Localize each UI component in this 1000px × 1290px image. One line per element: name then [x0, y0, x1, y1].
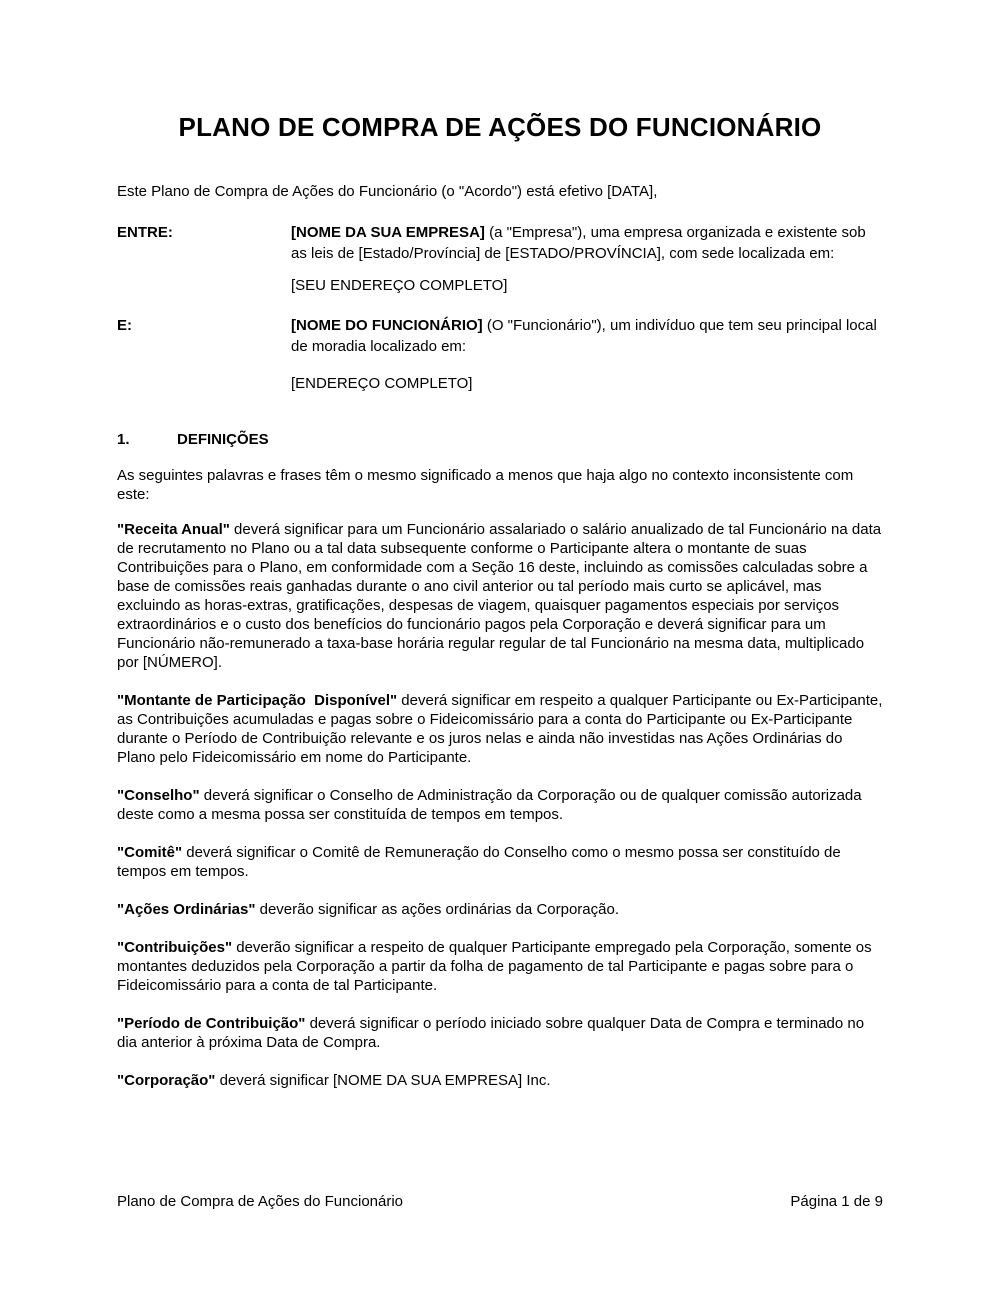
party-label-between: ENTRE: [117, 224, 173, 241]
employee-address-placeholder: [ENDEREÇO COMPLETO] [291, 375, 473, 392]
definition-text: deverão significar a respeito de qualquer Participante empregado pela Corporação, somente os montantes deduzidos pela Corporação a partir da folha de pagamento de tal Participante e pagas sobre para o Fideicomissário para a conta de tal Participante. [117, 939, 872, 994]
definition-text: deverá significar para um Funcionário assalariado o salário anualizado de tal Funcionário na data de recrutamento no Plano ou a tal data subsequente conforme o Participante altera o montante de suas Contribuições para o Plano, em conformidade com a Seção 16 deste, incluindo as comissões calculadas sobre a base de comissões reais ganhadas durante o ano civil anterior ou tal período mais curto se aplicável, mas excluindo as horas-extras, gratificações, despesas de viagem, quaisquer pagamentos especiais por serviços extraordinários e o custo dos benefícios do funcionário pagos pela Corporação e deverá significar para um Funcionário não-remunerado a taxa-base horária regular regular de tal Funcionário na mesma data, multiplicado por [NÚMERO]. [117, 521, 882, 671]
party-description-employee [291, 315, 883, 357]
definition-paragraph-corporacao [117, 1071, 883, 1090]
company-name-placeholder: [NOME DA SUA EMPRESA] [291, 224, 485, 241]
party-description-company [291, 222, 883, 264]
definition-term: "Conselho" [117, 787, 200, 804]
definition-paragraph-montante-participacao [117, 691, 883, 767]
document-title: PLANO DE COMPRA DE AÇÕES DO FUNCIONÁRIO [178, 112, 822, 142]
definition-term: "Comitê" [117, 844, 183, 861]
section-heading [117, 430, 883, 449]
party-row-and [117, 315, 883, 357]
definition-term: "Corporação" [117, 1072, 216, 1089]
definition-text: deverão significar as ações ordinárias da Corporação. [255, 901, 619, 918]
footer-page-number: Página 1 de 9 [790, 1193, 883, 1210]
employee-description-text: (O "Funcionário"), um indivíduo que tem seu principal local de moradia localizado em: [291, 317, 877, 355]
definition-term: "Contribuições" [117, 939, 233, 956]
definition-text: deverá significar o Comitê de Remuneração do Conselho como o mesmo possa ser constituído de tempos em tempos. [117, 844, 841, 880]
page-content [117, 0, 883, 1090]
definition-paragraph-comite [117, 843, 883, 881]
party-label-and: E: [117, 317, 132, 334]
definition-text: deverá significar o período iniciado sobre qualquer Data de Compra e terminado no dia anterior à próxima Data de Compra. [117, 1015, 865, 1051]
company-description-text: (a "Empresa"), uma empresa organizada e existente sob as leis de [Estado/Província] de [ESTADO/PROVÍNCIA], com sede localizada em: [291, 224, 866, 262]
definition-paragraph-acoes-ordinarias [117, 900, 883, 919]
definition-term: "Montante de Participação Disponível" [117, 692, 398, 709]
section-intro-paragraph: As seguintes palavras e frases têm o mesmo significado a menos que haja algo no contexto inconsistente com este: [117, 467, 854, 503]
footer-document-name: Plano de Compra de Ações do Funcionário [117, 1193, 404, 1210]
definition-term: "Período de Contribuição" [117, 1015, 306, 1032]
employee-name-placeholder: [NOME DO FUNCIONÁRIO] [291, 317, 483, 334]
page-footer [117, 1192, 883, 1211]
definition-text: deverá significar em respeito a qualquer Participante ou Ex-Participante, as Contribuições acumuladas e pagas sobre o Fideicomissário para a conta do Participante ou Ex-Participante durante o Período de Contribuição relevante e os juros nelas e ainda não investidas nas Ações Ordinárias do Plano pelo Fideicomissário em nome do Participante. [117, 692, 883, 766]
definition-paragraph-conselho [117, 786, 883, 824]
definition-term: "Ações Ordinárias" [117, 901, 256, 918]
company-address-placeholder: [SEU ENDEREÇO COMPLETO] [291, 277, 508, 294]
definition-term: "Receita Anual" [117, 521, 230, 538]
definition-text: deverá significar o Conselho de Administração da Corporação ou de qualquer comissão autorizada deste como a mesma possa ser constituída de tempos em tempos. [117, 787, 862, 823]
intro-paragraph: Este Plano de Compra de Ações do Funcionário (o "Acordo") está efetivo [DATA], [117, 183, 658, 200]
section-number: 1. [117, 431, 130, 448]
definition-paragraph-periodo-contribuicao [117, 1014, 883, 1052]
definition-text: deverá significar [NOME DA SUA EMPRESA] Inc. [215, 1072, 551, 1089]
definition-paragraph-receita-anual [117, 520, 883, 672]
party-row-between [117, 222, 883, 264]
definition-paragraph-contribuicoes [117, 938, 883, 995]
section-title: DEFINIÇÕES [177, 431, 269, 448]
